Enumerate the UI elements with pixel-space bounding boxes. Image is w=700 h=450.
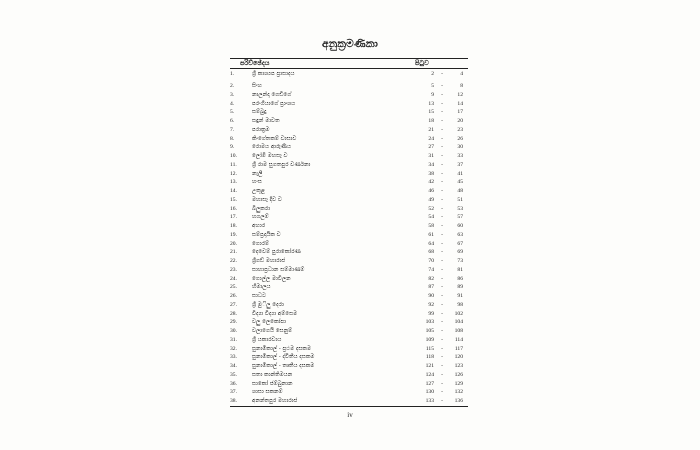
entry-page-from: 118 [425,354,434,361]
entry-title: සඳුන් මාවත [252,118,280,124]
entry-title: සම්ප්‍රදායික ව [252,231,281,238]
contents-list [230,70,468,406]
entry-page-to: 98 [457,301,463,308]
entry-page-to: 67 [457,240,463,247]
page-range-dash: - [441,336,443,343]
contents-row [230,205,468,214]
entry-page-to: 48 [457,188,463,194]
entry-page-from: 46 [428,188,434,194]
entry-number: 24. [230,275,237,282]
entry-number: 22. [230,258,237,264]
entry-page-from: 109 [425,336,434,343]
entry-page-to: 89 [457,284,463,291]
contents-row [230,318,468,327]
entry-number: 3. [230,91,235,98]
entry-title: පරාක්‍රම [252,126,270,133]
page-range-dash: - [441,118,443,124]
entry-page-from: 61 [428,231,434,238]
entry-number: 7. [230,126,235,133]
entry-title: ගොල්ල මාවීලන [252,275,291,282]
entry-title: ගොරම් [252,240,270,247]
entry-page-from: 42 [428,179,434,186]
contents-row [230,327,468,336]
entry-title: විද්‍යා විද්‍යා අම්සෙම [252,310,298,317]
entry-page-to: 33 [457,153,463,159]
entry-page-to: 91 [457,293,463,299]
entry-page-from: 133 [425,398,434,404]
entry-number: 35. [230,371,237,378]
column-header-topic: පරිච්ඡේදය [240,59,270,67]
page-range-dash: - [441,83,443,89]
entry-page-from: 90 [428,293,434,299]
contents-row [230,187,468,196]
entry-number: 15. [230,196,237,203]
page-range-dash: - [441,284,443,291]
contents-row [230,196,468,205]
entry-page-to: 108 [454,328,463,334]
page-range-dash: - [441,319,443,326]
entry-title: නැලී [252,170,263,177]
entry-page-from: 115 [425,345,434,352]
entry-page-to: 4 [460,71,463,77]
contents-row [230,126,468,135]
contents-row [230,336,468,345]
page-range-dash: - [441,196,443,203]
page-range-dash: - [441,240,443,247]
entry-page-from: 5 [431,83,434,89]
page-range-dash: - [441,249,443,256]
page-range-dash: - [441,275,443,282]
entry-number: 25. [230,284,237,291]
page-range-dash: - [441,258,443,264]
entry-number: 37. [230,389,237,396]
entry-title: නාලන්දා ගෙඩිගේ [252,91,292,98]
entry-page-from: 38 [428,170,434,177]
contents-row [230,397,468,406]
entry-title: ලෝමී මහසෑ ව [252,153,288,159]
entry-page-to: 51 [457,196,463,203]
contents-row [230,248,468,257]
entry-page-to: 30 [457,144,463,151]
entry-page-to: 63 [457,231,463,238]
entry-page-to: 60 [457,223,463,229]
page-range-dash: - [441,293,443,299]
entry-page-from: 49 [428,196,434,203]
contents-row [230,222,468,231]
page-range-dash: - [441,310,443,317]
contents-row [230,266,468,275]
entry-title: මහාසෑ දිව ව [252,196,282,203]
page-range-dash: - [441,354,443,361]
entry-page-to: 102 [454,310,463,317]
entry-title: සතා කාන්තිමයන [252,371,293,378]
entry-page-from: 15 [428,109,434,116]
entry-page-to: 26 [457,135,463,142]
entry-number: 36. [230,380,237,387]
contents-row [230,240,468,249]
entry-number: 23. [230,266,237,273]
entry-title: සාකෝ ජම්බුනාන [252,380,293,387]
page-range-dash: - [441,109,443,116]
entry-page-from: 2 [431,71,434,77]
page-range-dash: - [441,170,443,177]
entry-title: ශ්‍රී රාම සුගතපුර වර්ණනා [252,161,311,168]
page-range-dash: - [441,301,443,308]
entry-page-to: 69 [457,249,463,256]
entry-page-from: 58 [428,223,434,229]
column-header-pages: පිටුව [415,59,429,67]
entry-page-from: 130 [425,389,434,396]
entry-title: ශ්‍රී යකාරවාය [252,336,282,343]
contents-row [230,231,468,240]
footer-rule [230,406,468,407]
entry-number: 14. [230,188,237,194]
page-range-dash: - [441,380,443,387]
contents-row [230,380,468,389]
entry-number: 4. [230,100,235,107]
entry-title: සුනාමිකාල් - ද්විතීය දසකම [252,354,315,361]
entry-page-from: 74 [428,266,434,273]
contents-row [230,135,468,144]
contents-row [230,152,468,161]
entry-page-to: 53 [457,205,463,212]
contents-row [230,353,468,362]
entry-title: ශ්‍රී කාශ්‍යප ප්‍රාසාදය [252,71,295,77]
entry-title: අනන්තපුර මහාරාජ [252,398,298,404]
page-range-dash: - [441,266,443,273]
entry-title: දෙවෙම් පුරාකෝරණ [252,249,301,256]
entry-title: කිංගේතකම් වාසාව [252,135,297,142]
entry-number: 30. [230,328,237,334]
entry-page-to: 57 [457,214,463,221]
contents-row [230,345,468,354]
entry-page-from: 21 [428,126,434,133]
entry-page-from: 103 [425,319,434,326]
entry-page-from: 124 [425,371,434,378]
contents-row [230,91,468,100]
entry-title: වලු ලෙකෝපා [252,319,286,326]
entry-page-to: 136 [454,398,463,404]
entry-number: 5. [230,109,235,116]
contents-row [230,388,468,397]
entry-title: උකුළ [252,188,266,194]
page-range-dash: - [441,71,443,77]
entry-title: හංස [252,179,262,186]
contents-row [230,108,468,117]
entry-page-from: 87 [428,284,434,291]
entry-page-to: 114 [454,336,463,343]
entry-page-to: 8 [460,83,463,89]
contents-row [230,310,468,319]
contents-row [230,275,468,284]
entry-page-from: 127 [425,380,434,387]
entry-page-from: 64 [428,240,434,247]
entry-title: සුනාමිකාල් - ප්‍රථම දසකම [252,345,311,352]
entry-page-to: 120 [454,354,463,361]
entry-number: 10. [230,153,237,159]
page-range-dash: - [441,328,443,334]
page-range-dash: - [441,398,443,404]
entry-number: 1. [230,71,235,77]
page-range-dash: - [441,144,443,151]
page-range-dash: - [441,161,443,168]
entry-page-to: 129 [454,380,463,387]
entry-number: 26. [230,293,237,299]
entry-page-from: 68 [428,249,434,256]
entry-page-to: 20 [457,118,463,124]
page-range-dash: - [441,188,443,194]
page-range-dash: - [441,345,443,352]
entry-number: 33. [230,354,237,361]
page-range-dash: - [441,126,443,133]
page-range-dash: - [441,205,443,212]
entry-page-to: 132 [454,389,463,396]
page-range-dash: - [441,371,443,378]
entry-number: 12. [230,170,237,177]
entry-number: 32. [230,345,237,352]
contents-row [230,283,468,292]
entry-title: වලාගෙයි සෙනුම් [252,328,293,334]
contents-row [230,292,468,301]
entry-page-from: 92 [428,301,434,308]
entry-page-to: 14 [457,100,463,107]
entry-title: ශ්‍රී මුිලු දෙරා [252,301,284,308]
entry-number: 8. [230,135,235,142]
page-range-dash: - [441,223,443,229]
contents-row [230,213,468,222]
entry-title: ශ්‍රීගඞ් මහාරාජ [252,258,286,264]
entry-page-from: 34 [428,161,434,168]
entry-number: 31. [230,336,237,343]
entry-page-from: 18 [428,118,434,124]
page-number: iv [347,411,353,419]
contents-row [230,82,468,91]
entry-title: රොමය ආරුණිය [252,144,291,151]
entry-number: 17. [230,214,237,221]
entry-page-from: 105 [425,328,434,334]
contents-row [230,100,468,109]
entry-title: බිලුකරා [252,205,271,212]
entry-number: 28. [230,310,237,317]
entry-number: 20. [230,240,237,247]
page-range-dash: - [441,91,443,98]
contents-row [230,143,468,152]
entry-number: 2. [230,83,235,89]
entry-title: පරංගියාගේ ප්‍රාංශය [252,100,296,107]
entry-page-to: 73 [457,258,463,264]
entry-title: හගලම් [252,214,269,221]
contents-row [230,371,468,380]
contents-row [230,301,468,310]
page-range-dash: - [441,153,443,159]
entry-page-to: 123 [454,363,463,369]
entry-page-from: 99 [428,310,434,317]
entry-page-to: 126 [454,371,463,378]
entry-page-from: 82 [428,275,434,282]
entry-number: 38. [230,398,237,404]
contents-row [230,362,468,371]
entry-page-from: 31 [428,153,434,159]
page-range-dash: - [441,100,443,107]
entry-title: සාධට [252,293,267,299]
entry-title: ශාසා සකනම් [252,389,283,396]
contents-row [230,178,468,187]
entry-page-from: 121 [425,363,434,369]
entry-page-from: 27 [428,144,434,151]
entry-page-to: 81 [457,266,463,273]
entry-page-to: 86 [457,275,463,282]
entry-page-to: 37 [457,161,463,168]
entry-number: 21. [230,249,237,256]
contents-row [230,161,468,170]
entry-page-from: 70 [428,258,434,264]
page-range-dash: - [441,214,443,221]
entry-title: සුනාමිකාල් - තෘතීය දසකම [252,363,315,369]
header-bottom-rule [230,68,468,69]
entry-page-to: 12 [457,91,463,98]
entry-number: 18. [230,223,237,229]
contents-row [230,70,468,82]
entry-number: 13. [230,179,237,186]
page-range-dash: - [441,363,443,369]
page-title: අනුක්‍රමණිකා [321,38,379,50]
entry-page-from: 54 [428,214,434,221]
entry-page-from: 24 [428,135,434,142]
contents-row [230,170,468,179]
entry-number: 19. [230,231,237,238]
entry-title: සම්බුදු [252,109,267,116]
entry-page-from: 52 [428,205,434,212]
contents-row [230,117,468,126]
entry-page-to: 41 [457,170,463,177]
entry-number: 27. [230,301,237,308]
entry-title: හිමාලය [252,284,271,291]
entry-number: 16. [230,205,237,212]
entry-title: සාහාප්‍රධාන සම්මාණම් [252,266,305,273]
entry-title: සිංහ [252,83,262,89]
entry-number: 11. [230,161,237,168]
page-range-dash: - [441,389,443,396]
page-range-dash: - [441,179,443,186]
entry-number: 34. [230,363,237,369]
entry-number: 29. [230,319,237,326]
entry-page-to: 117 [454,345,463,352]
page-range-dash: - [441,135,443,142]
entry-number: 6. [230,118,235,124]
entry-page-from: 13 [428,100,434,107]
entry-page-from: 9 [431,91,434,98]
contents-row [230,257,468,266]
entry-number: 9. [230,144,235,151]
page-range-dash: - [441,231,443,238]
entry-page-to: 104 [454,319,463,326]
entry-page-to: 45 [457,179,463,186]
entry-page-to: 17 [457,109,463,116]
entry-title: අහාර [252,223,266,229]
entry-page-to: 23 [457,126,463,133]
